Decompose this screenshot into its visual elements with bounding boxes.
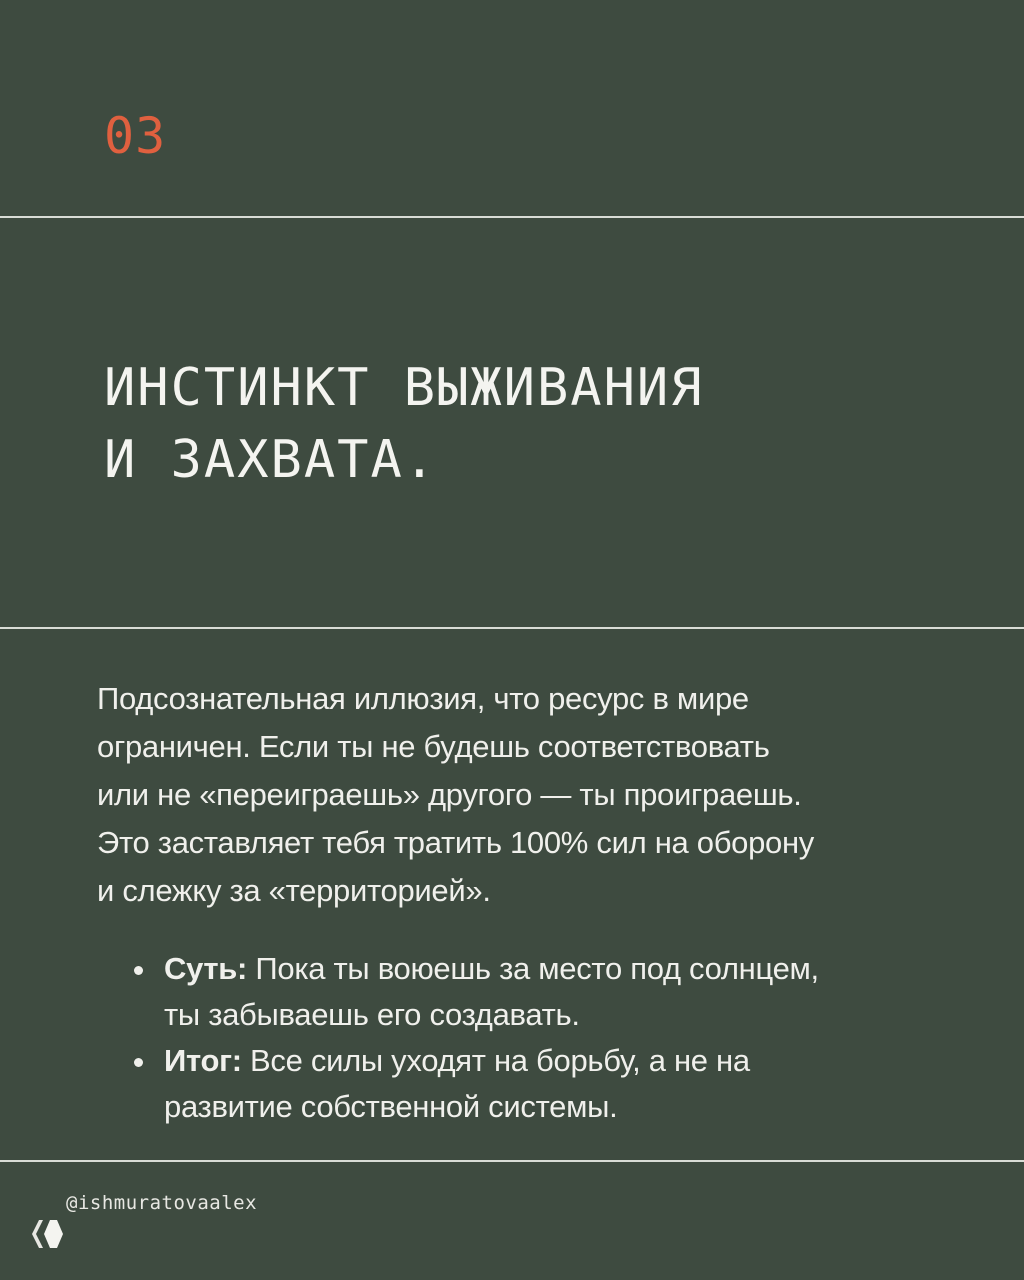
bullet-label: Итог:: [164, 1043, 242, 1078]
bullet-item-essence: [130, 946, 980, 1038]
bullet-list: [130, 946, 980, 1130]
body-line: Подсознательная иллюзия, что ресурс в мире: [97, 681, 749, 716]
bullet-label: Суть:: [164, 951, 248, 986]
bullet-dot-icon: [134, 966, 143, 975]
body-line: ограничен. Если ты не будешь соответствовать: [97, 729, 770, 764]
body-line: и слежку за «территорией».: [97, 873, 491, 908]
slide-number: 03: [104, 107, 167, 165]
slide-title: [104, 352, 704, 496]
body-paragraph: [97, 675, 957, 915]
bullet-text: Пока ты воюешь за место под солнцем,: [247, 951, 819, 986]
diamond-logo-icon: [30, 1216, 64, 1252]
bullet-line: [164, 1038, 980, 1084]
bullet-line: ты забываешь его создавать.: [164, 997, 580, 1032]
body-line: Это заставляет тебя тратить 100% сил на оборону: [97, 825, 815, 860]
author-handle: @ishmuratovaalex: [66, 1192, 258, 1214]
bullet-line: развитие собственной системы.: [164, 1089, 618, 1124]
middle-divider: [0, 627, 1024, 629]
title-line-2: И ЗАХВАТА.: [104, 430, 438, 490]
bullet-line: [164, 946, 980, 992]
bullet-item-result: [130, 1038, 980, 1130]
bottom-divider: [0, 1160, 1024, 1162]
bullet-text: Все силы уходят на борьбу, а не на: [241, 1043, 750, 1078]
bullet-dot-icon: [134, 1058, 143, 1067]
body-line: или не «переиграешь» другого — ты проиграешь.: [97, 777, 802, 812]
top-divider: [0, 216, 1024, 218]
title-line-1: ИНСТИНКТ ВЫЖИВАНИЯ: [104, 358, 704, 418]
